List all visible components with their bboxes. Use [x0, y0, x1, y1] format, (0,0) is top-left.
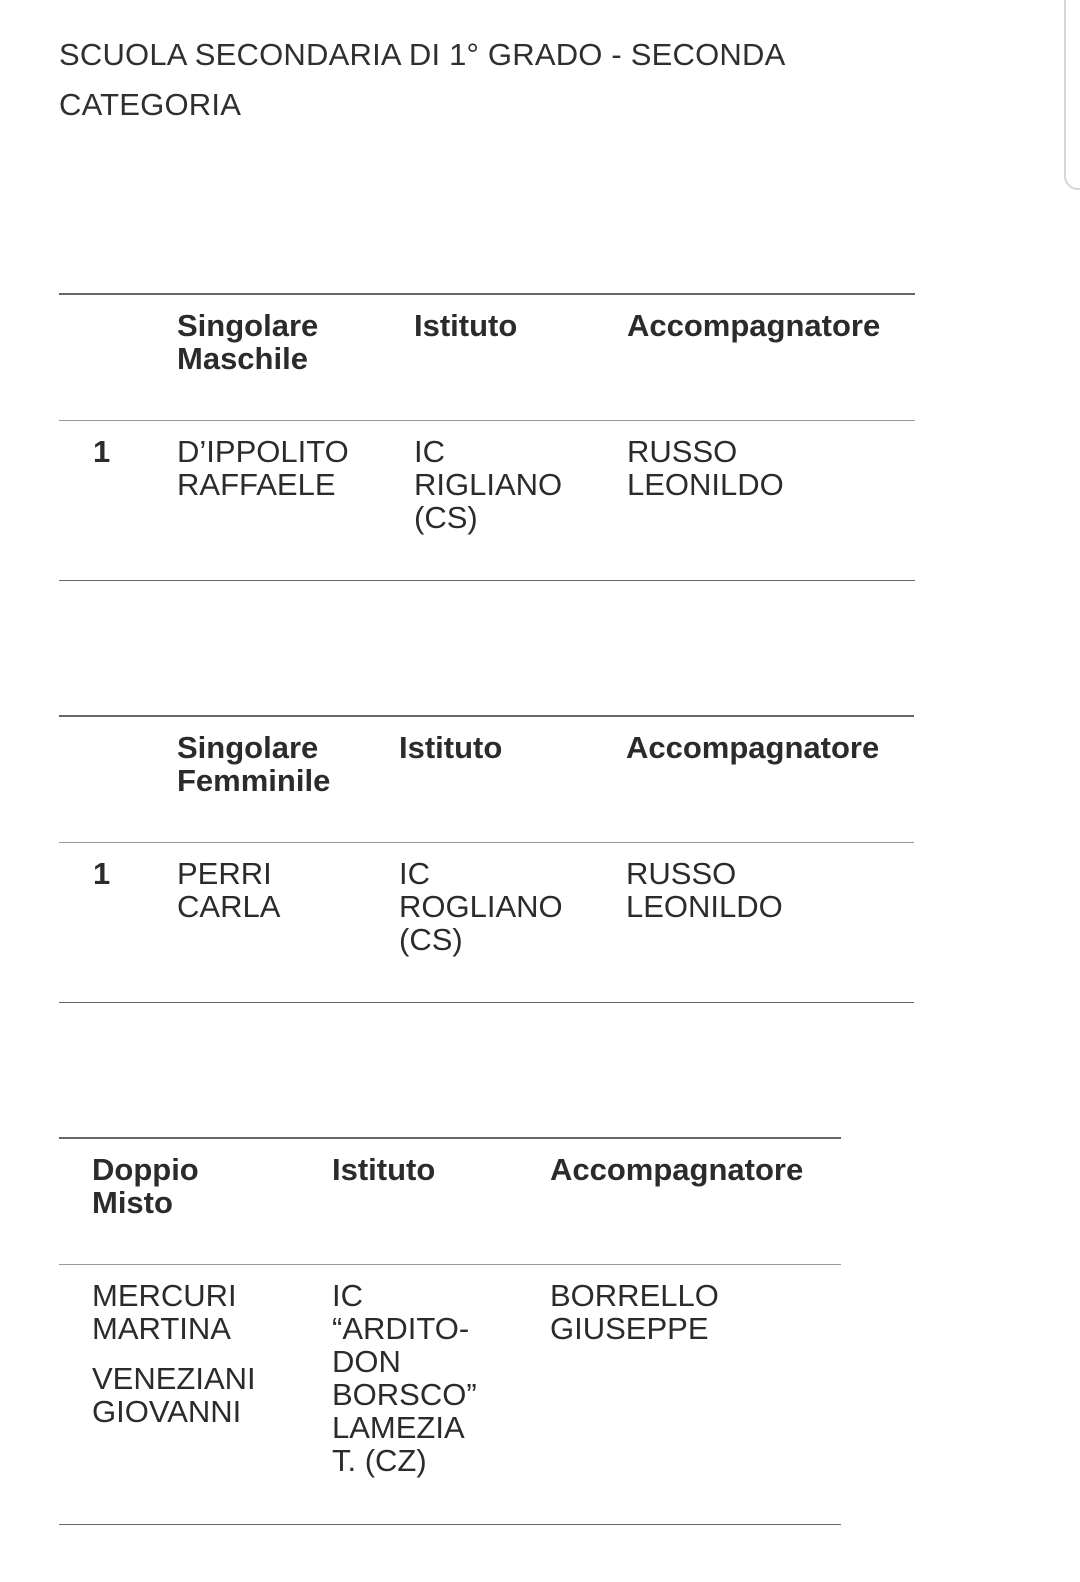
player-cell — [177, 842, 399, 1002]
companion-line-1: BORRELLO — [550, 1277, 719, 1313]
page-title-line-1: SCUOLA SECONDARIA DI 1° GRADO - SECONDA — [59, 37, 786, 72]
companion-cell — [627, 420, 915, 580]
player-1-line-1: MERCURI — [92, 1277, 237, 1313]
companion-line-1: RUSSO — [626, 855, 737, 891]
school-line-3: DON — [332, 1343, 401, 1379]
player-name-line-1: D’IPPOLITO — [177, 433, 349, 469]
table-header-row — [59, 1138, 841, 1264]
player-name-line-2: CARLA — [177, 888, 281, 924]
rank-header — [59, 716, 177, 842]
table-header-row — [59, 716, 914, 842]
player-2-line-2: GIOVANNI — [92, 1393, 242, 1429]
companion-header: Accompagnatore — [626, 730, 880, 765]
school-line-2: ROGLIANO — [399, 888, 563, 924]
school-line-3: (CS) — [399, 921, 463, 957]
school-header: Istituto — [332, 1152, 436, 1187]
school-line-2: RIGLIANO — [414, 466, 563, 502]
player-1-line-2: MARTINA — [92, 1310, 231, 1346]
page-title — [59, 30, 819, 130]
table-singolare-femminile — [59, 715, 914, 1003]
school-line-1: IC — [332, 1277, 363, 1313]
category-header-line-2: Femminile — [177, 763, 331, 798]
players-cell — [59, 1264, 332, 1524]
category-header — [177, 294, 414, 420]
table-singolare-maschile — [59, 293, 915, 581]
table-row — [59, 842, 914, 1002]
school-line-6: T. (CZ) — [332, 1442, 427, 1478]
school-line-5: LAMEZIA — [332, 1409, 465, 1445]
companion-cell — [550, 1264, 841, 1524]
table-doppio-misto — [59, 1137, 841, 1525]
table-row — [59, 420, 915, 580]
school-line-2: “ARDITO- — [332, 1310, 470, 1346]
school-header: Istituto — [414, 308, 518, 343]
companion-line-2: GIUSEPPE — [550, 1310, 709, 1346]
category-header — [59, 1138, 332, 1264]
rank-header — [59, 294, 177, 420]
school-line-1: IC — [399, 855, 430, 891]
school-line-1: IC — [414, 433, 445, 469]
school-line-3: (CS) — [414, 499, 478, 535]
school-cell — [332, 1264, 550, 1524]
category-header-line-1: Singolare — [177, 308, 319, 343]
companion-line-2: LEONILDO — [627, 466, 784, 502]
companion-line-1: RUSSO — [627, 433, 738, 469]
companion-cell — [626, 842, 914, 1002]
companion-header: Accompagnatore — [550, 1152, 804, 1187]
category-header-line-2: Misto — [92, 1185, 173, 1220]
category-header-line-2: Maschile — [177, 341, 308, 376]
category-header-line-1: Singolare — [177, 730, 319, 765]
table-header-row — [59, 294, 915, 420]
scrollbar-edge[interactable] — [1064, 0, 1080, 190]
school-cell — [399, 842, 626, 1002]
category-header-line-1: Doppio — [92, 1152, 199, 1187]
player-name-line-1: PERRI — [177, 855, 272, 891]
player-name-line-2: RAFFAELE — [177, 466, 336, 502]
rank-cell: 1 — [93, 855, 111, 891]
category-header — [177, 716, 399, 842]
school-line-4: BORSCO” — [332, 1376, 477, 1412]
companion-line-2: LEONILDO — [626, 888, 783, 924]
school-cell — [414, 420, 627, 580]
school-header: Istituto — [399, 730, 503, 765]
table-row — [59, 1264, 841, 1524]
player-cell — [177, 420, 414, 580]
companion-header: Accompagnatore — [627, 308, 881, 343]
page-title-line-2: CATEGORIA — [59, 87, 242, 122]
rank-cell: 1 — [93, 433, 111, 469]
player-2-line-1: VENEZIANI — [92, 1360, 256, 1396]
